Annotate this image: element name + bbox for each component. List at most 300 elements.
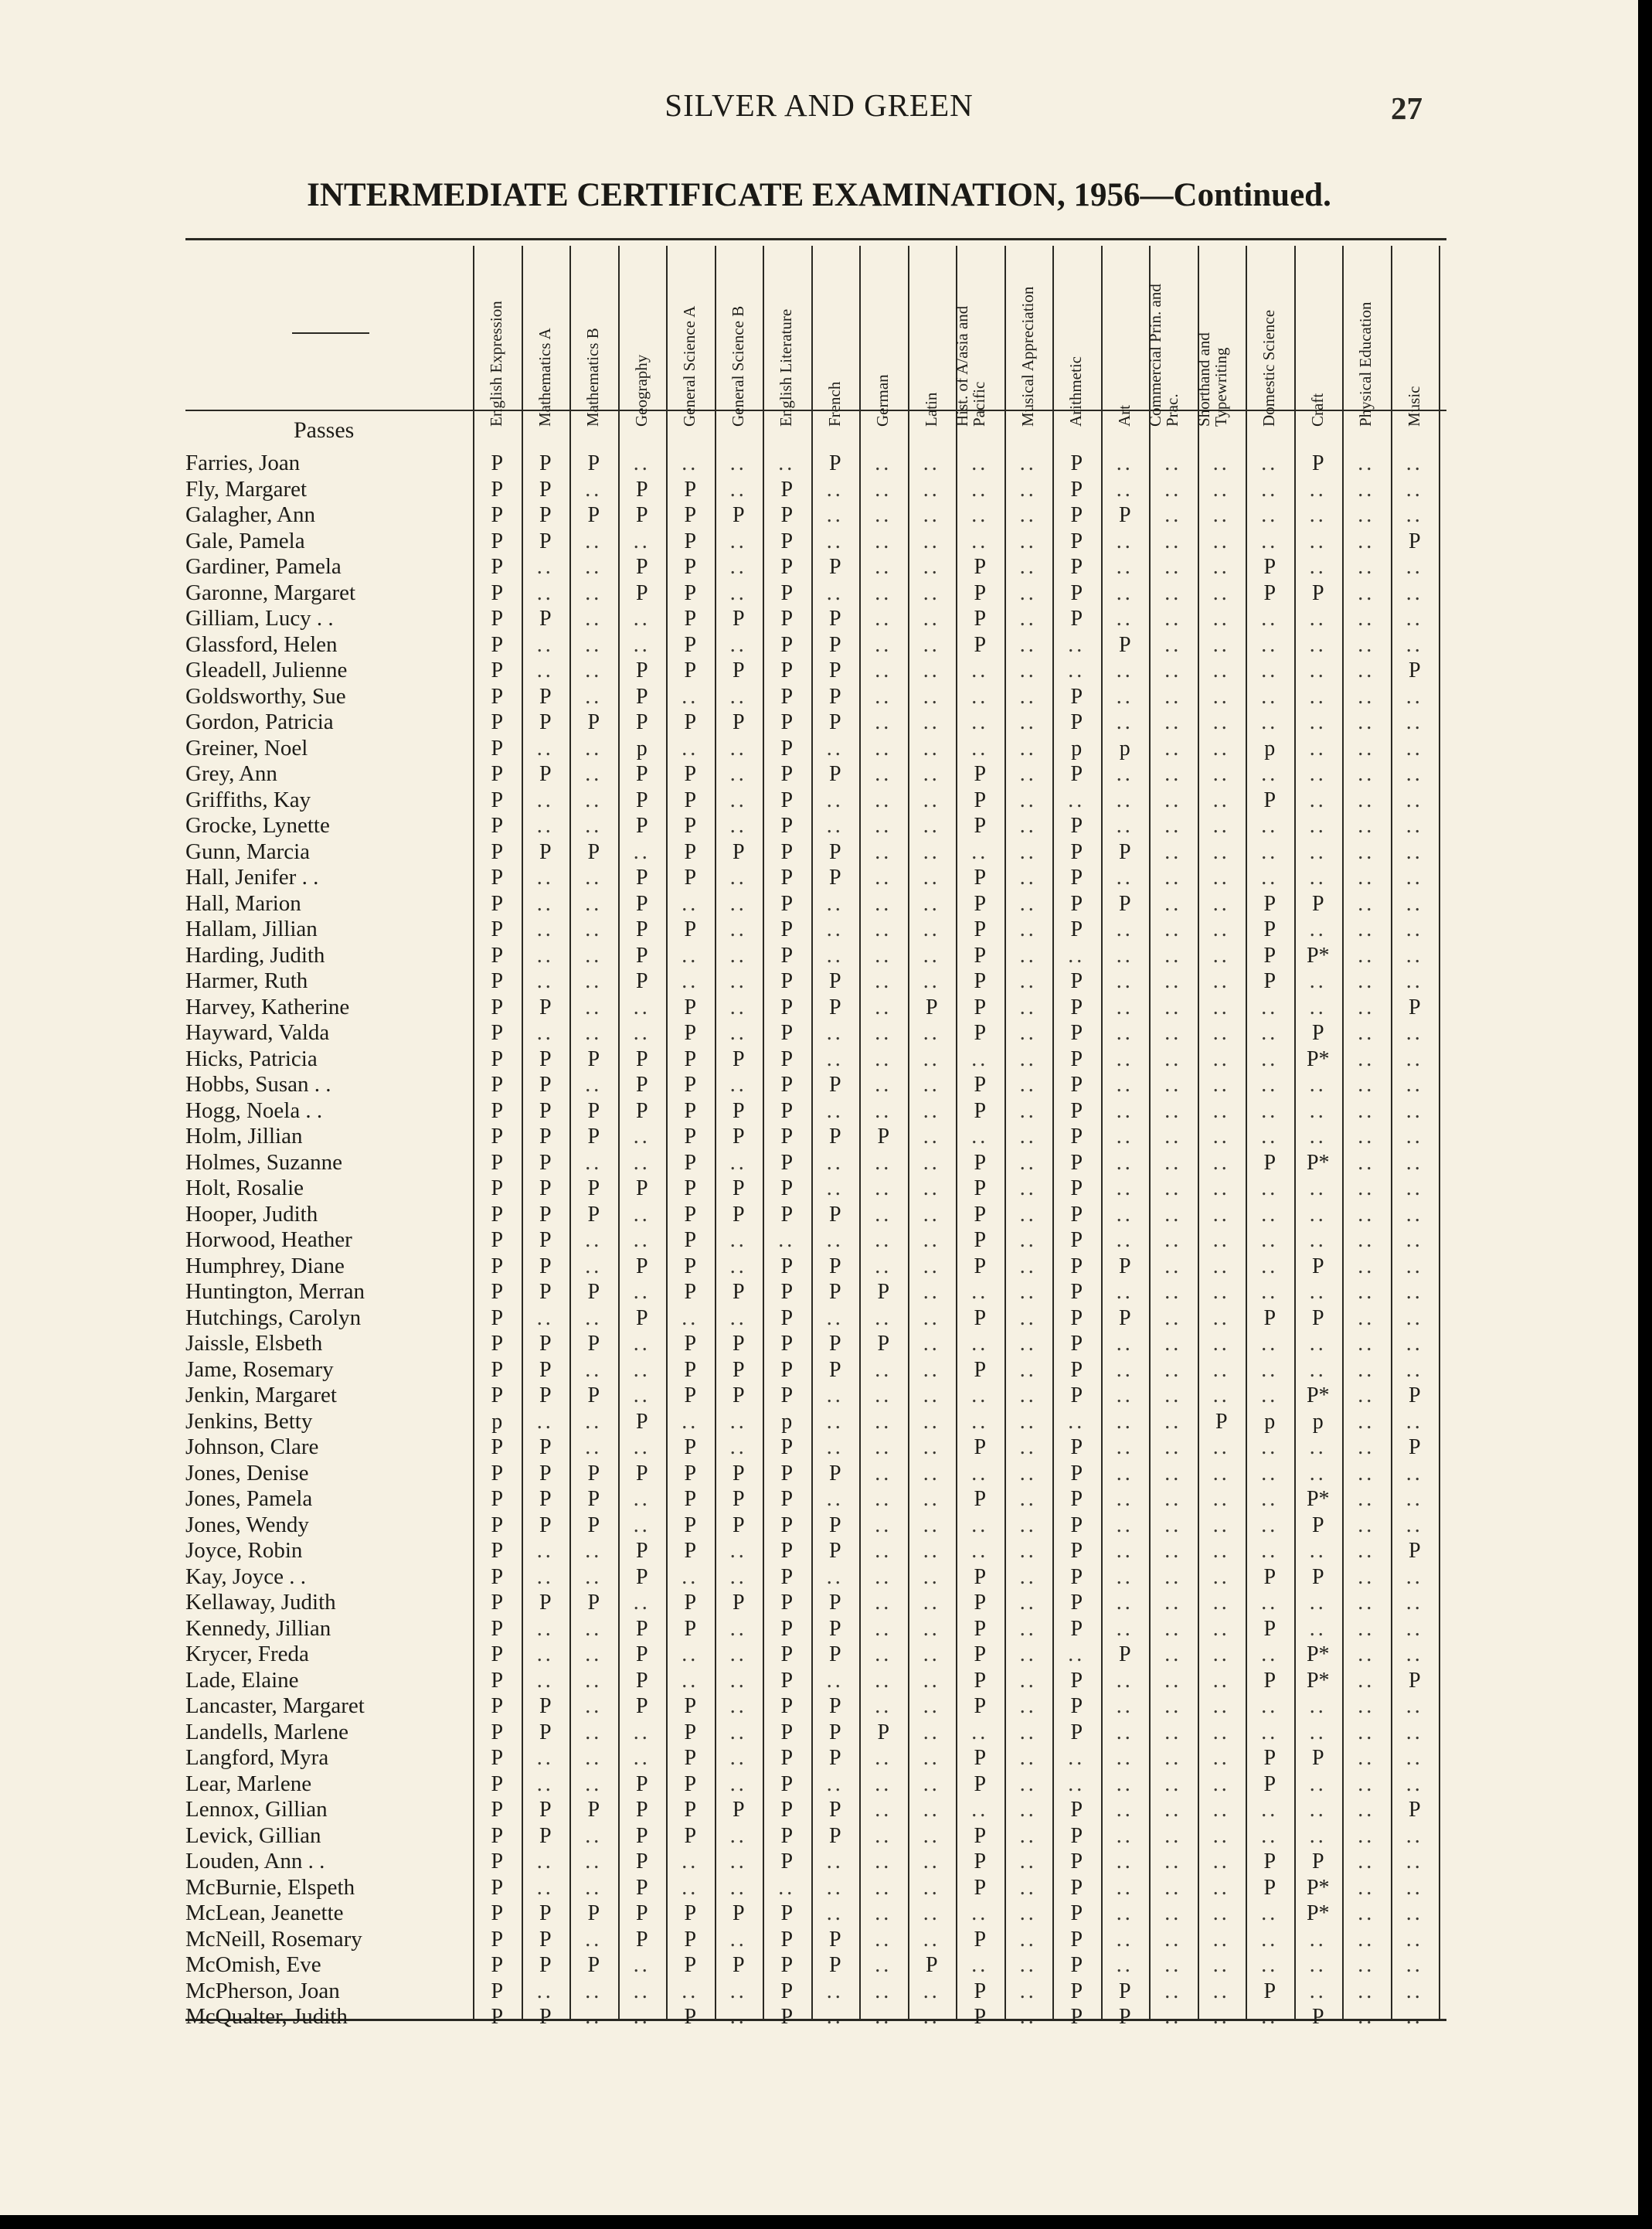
pass-mark: P <box>828 1798 841 1822</box>
pass-mark: P <box>780 710 794 734</box>
no-pass-mark: .. <box>1406 943 1423 968</box>
student-name: Hutchings, Carolyn <box>185 1305 362 1330</box>
no-pass-mark: .. <box>633 1357 651 1382</box>
no-pass-mark: .. <box>1116 1564 1134 1589</box>
no-pass-mark: .. <box>1116 866 1134 890</box>
no-pass-mark: .. <box>1019 995 1037 1019</box>
no-pass-mark: .. <box>1116 1487 1134 1511</box>
pass-mark: P <box>974 1591 987 1615</box>
no-pass-mark: .. <box>536 1746 554 1770</box>
table-row <box>0 1202 1484 1227</box>
pass-mark: P <box>1070 839 1083 864</box>
no-pass-mark: .. <box>729 1694 747 1718</box>
no-pass-mark: .. <box>1358 1875 1375 1900</box>
no-pass-mark: .. <box>1212 736 1230 761</box>
pass-mark: P <box>1311 1021 1324 1045</box>
column-header <box>574 240 615 427</box>
table-row <box>0 891 1484 917</box>
no-pass-mark: .. <box>875 1461 892 1485</box>
student-name: Gunn, Marcia <box>185 839 311 864</box>
no-pass-mark: .. <box>1212 1280 1230 1304</box>
header-dash <box>292 332 369 334</box>
no-pass-mark: .. <box>971 1409 989 1434</box>
no-pass-mark: .. <box>1116 1901 1134 1925</box>
no-pass-mark: .. <box>1309 529 1327 553</box>
no-pass-mark: .. <box>875 736 892 761</box>
pass-mark: P <box>780 1176 794 1200</box>
pass-mark: P <box>684 1487 697 1511</box>
no-pass-mark: .. <box>1406 1616 1423 1641</box>
no-pass-mark: .. <box>826 1487 844 1511</box>
no-pass-mark: .. <box>1116 1798 1134 1822</box>
no-pass-mark: .. <box>1164 1953 1182 1977</box>
no-pass-mark: .. <box>1358 814 1375 838</box>
no-pass-mark: .. <box>1212 1823 1230 1848</box>
no-pass-mark: .. <box>1116 1176 1134 1200</box>
no-pass-mark: .. <box>923 710 940 734</box>
no-pass-mark: .. <box>1406 1461 1423 1485</box>
page-number: 27 <box>1391 90 1423 126</box>
pass-mark: P <box>780 1694 794 1718</box>
pass-mark: P <box>828 1642 841 1666</box>
no-pass-mark: .. <box>1116 1953 1134 1977</box>
no-pass-mark: .. <box>1358 1176 1375 1200</box>
no-pass-mark: .. <box>923 1254 940 1278</box>
pass-mark: P <box>780 529 794 553</box>
no-pass-mark: .. <box>1116 1280 1134 1304</box>
no-pass-mark: .. <box>536 658 554 682</box>
pass-mark: P <box>1311 1305 1324 1330</box>
no-pass-mark: .. <box>1406 1694 1423 1718</box>
no-pass-mark: .. <box>729 1073 747 1097</box>
no-pass-mark: .. <box>1406 1823 1423 1848</box>
no-pass-mark: .. <box>729 1305 747 1330</box>
table-row <box>0 917 1484 942</box>
pass-mark: P <box>684 555 697 579</box>
no-pass-mark: .. <box>923 2005 940 2029</box>
no-pass-mark: .. <box>923 814 940 838</box>
pass-mark: P <box>491 1798 504 1822</box>
no-pass-mark: .. <box>826 1305 844 1330</box>
no-pass-mark: .. <box>1116 580 1134 605</box>
pass-mark: P <box>491 788 504 812</box>
no-pass-mark: .. <box>826 917 844 941</box>
no-pass-mark: .. <box>585 2005 603 2029</box>
no-pass-mark: .. <box>1116 1383 1134 1407</box>
no-pass-mark: .. <box>682 451 699 475</box>
pass-mark: P <box>684 1746 697 1770</box>
no-pass-mark: .. <box>1212 788 1230 812</box>
no-pass-mark: .. <box>1019 1150 1037 1175</box>
pass-mark: P <box>732 1513 745 1537</box>
exam-title: INTERMEDIATE CERTIFICATE EXAMINATION, 1956—Continued. <box>307 177 1331 213</box>
no-pass-mark: .. <box>633 839 651 864</box>
no-pass-mark: .. <box>826 1409 844 1434</box>
no-pass-mark: .. <box>1164 1927 1182 1952</box>
pass-mark: P <box>539 684 552 709</box>
pass-mark: P <box>1070 762 1083 786</box>
pass-mark: P <box>539 1694 552 1718</box>
no-pass-mark: .. <box>1019 1720 1037 1744</box>
pass-mark: P <box>1311 580 1324 605</box>
no-pass-mark: .. <box>729 632 747 657</box>
no-pass-mark: .. <box>585 1850 603 1873</box>
no-pass-mark: .. <box>875 1305 892 1330</box>
no-pass-mark: .. <box>682 1642 699 1666</box>
no-pass-mark: .. <box>875 658 892 682</box>
no-pass-mark: .. <box>1019 1616 1037 1641</box>
no-pass-mark: .. <box>1212 658 1230 682</box>
pass-mark: P <box>974 1823 987 1848</box>
table-row <box>0 1461 1484 1486</box>
pass-mark: P <box>491 1125 504 1149</box>
pass-mark: P <box>635 1823 648 1848</box>
no-pass-mark: .. <box>729 477 747 502</box>
no-pass-mark: .. <box>1309 1357 1327 1382</box>
column-header <box>1057 240 1098 427</box>
no-pass-mark: .. <box>682 969 699 993</box>
no-pass-mark: .. <box>1358 1850 1375 1873</box>
pass-mark: P <box>732 1591 745 1615</box>
pass-mark: P <box>587 1202 600 1227</box>
pass-mark: P <box>828 1254 841 1278</box>
no-pass-mark: .. <box>1212 1332 1230 1356</box>
table-row <box>0 1279 1484 1305</box>
no-pass-mark: .. <box>1358 1461 1375 1485</box>
no-pass-mark: .. <box>875 1901 892 1925</box>
pass-mark: P <box>1070 555 1083 579</box>
no-pass-mark: .. <box>1116 1771 1134 1796</box>
pass-mark: P <box>780 1564 794 1589</box>
table-row <box>0 1538 1484 1564</box>
pass-mark: P <box>1118 839 1131 864</box>
pass-mark: P <box>635 503 648 527</box>
pass-mark: P <box>828 710 841 734</box>
no-pass-mark: .. <box>875 917 892 941</box>
no-pass-mark: .. <box>1019 1435 1037 1459</box>
column-header-label: Shorthand and Typewriting <box>1194 332 1230 427</box>
no-pass-mark: .. <box>1212 891 1230 916</box>
pass-mark: P <box>587 1332 600 1356</box>
pass-mark: P <box>1408 1798 1421 1822</box>
no-pass-mark: .. <box>1019 1564 1037 1589</box>
no-pass-mark: .. <box>1019 1798 1037 1822</box>
student-name: Gale, Pamela <box>185 528 305 553</box>
no-pass-mark: .. <box>826 1150 844 1175</box>
column-header <box>623 240 664 427</box>
pass-mark: P <box>491 580 504 605</box>
pass-mark: P <box>635 1098 648 1123</box>
no-pass-mark: .. <box>923 607 940 631</box>
no-pass-mark: .. <box>1358 891 1375 916</box>
no-pass-mark: .. <box>1358 1125 1375 1149</box>
no-pass-mark: .. <box>1116 1850 1134 1873</box>
student-name: Farries, Joan <box>185 451 301 475</box>
no-pass-mark: .. <box>1212 477 1230 502</box>
no-pass-mark: .. <box>778 1875 796 1900</box>
no-pass-mark: .. <box>536 632 554 657</box>
pass-mark: P <box>491 503 504 527</box>
pass-mark: P <box>587 451 600 475</box>
student-name: Goldsworthy, Sue <box>185 683 346 709</box>
pass-mark: p <box>491 1409 503 1434</box>
pass-mark: P <box>491 1953 504 1977</box>
student-name: Greiner, Noel <box>185 735 308 761</box>
no-pass-mark: .. <box>1164 788 1182 812</box>
pass-mark: P <box>491 1021 504 1045</box>
pass-mark: P <box>635 762 648 786</box>
no-pass-mark: .. <box>1019 1875 1037 1900</box>
no-pass-mark: .. <box>923 1305 940 1330</box>
pass-mark: P <box>587 1953 600 1977</box>
no-pass-mark: .. <box>1358 1901 1375 1925</box>
pass-mark: P <box>587 1280 600 1304</box>
no-pass-mark: .. <box>1406 1850 1423 1873</box>
no-pass-mark: .. <box>536 1668 554 1693</box>
table-row <box>0 1616 1484 1642</box>
no-pass-mark: .. <box>875 969 892 993</box>
no-pass-mark: .. <box>1116 788 1134 812</box>
pass-mark: P <box>1263 917 1276 941</box>
pass-mark: P <box>828 762 841 786</box>
no-pass-mark: .. <box>1261 1953 1279 1977</box>
pass-mark: P <box>1070 1823 1083 1848</box>
no-pass-mark: .. <box>1358 1564 1375 1589</box>
student-name: McQualter, Judith <box>185 2004 348 2029</box>
pass-mark: P <box>974 607 987 631</box>
pass-mark: P <box>539 1798 552 1822</box>
no-pass-mark: .. <box>875 1591 892 1615</box>
pass-mark: P <box>780 1021 794 1045</box>
pass-mark: P <box>974 969 987 993</box>
no-pass-mark: .. <box>1212 866 1230 890</box>
column-header-label: Domestic Science <box>1259 309 1279 427</box>
pass-mark: P <box>1070 1305 1083 1330</box>
student-name: Humphrey, Diane <box>185 1253 345 1278</box>
no-pass-mark: .. <box>826 1668 844 1693</box>
no-pass-mark: .. <box>1358 736 1375 761</box>
pass-mark: P <box>780 943 794 968</box>
no-pass-mark: .. <box>1068 1746 1086 1770</box>
pass-mark: P <box>732 1046 745 1071</box>
pass-mark: P <box>780 580 794 605</box>
no-pass-mark: .. <box>1309 1435 1327 1459</box>
no-pass-mark: .. <box>585 1927 603 1952</box>
pass-mark: P <box>732 658 745 682</box>
pass-mark: P <box>587 1591 600 1615</box>
no-pass-mark: .. <box>1019 1098 1037 1123</box>
no-pass-mark: .. <box>585 1073 603 1097</box>
no-pass-mark: .. <box>1164 1539 1182 1563</box>
no-pass-mark: .. <box>1406 1073 1423 1097</box>
pass-mark: P <box>780 891 794 916</box>
pass-mark: P <box>684 1021 697 1045</box>
pass-mark: P <box>491 477 504 502</box>
no-pass-mark: .. <box>923 1332 940 1356</box>
no-pass-mark: .. <box>585 555 603 579</box>
no-pass-mark: .. <box>729 995 747 1019</box>
no-pass-mark: .. <box>875 1073 892 1097</box>
no-pass-mark: .. <box>1212 1254 1230 1278</box>
pass-mark: P <box>587 1798 600 1822</box>
pass-mark: P <box>1408 529 1421 553</box>
pass-mark: P <box>828 1591 841 1615</box>
pass-mark: P <box>1070 1073 1083 1097</box>
no-pass-mark: .. <box>1164 839 1182 864</box>
no-pass-mark: .. <box>536 814 554 838</box>
no-pass-mark: .. <box>1358 762 1375 786</box>
no-pass-mark: .. <box>875 1927 892 1952</box>
pass-mark: P <box>780 1098 794 1123</box>
no-pass-mark: .. <box>1358 1694 1375 1718</box>
pass-mark: P <box>539 1228 552 1252</box>
pass-mark: P <box>491 555 504 579</box>
no-pass-mark: .. <box>1406 1927 1423 1952</box>
no-pass-mark: .. <box>1116 1668 1134 1693</box>
no-pass-mark: .. <box>1406 684 1423 709</box>
no-pass-mark: .. <box>1358 1021 1375 1045</box>
pass-mark: P <box>780 477 794 502</box>
no-pass-mark: .. <box>682 1875 699 1900</box>
pass-mark: P <box>732 1798 745 1822</box>
student-name: Lear, Marlene <box>185 1771 312 1796</box>
pass-mark: P <box>684 1901 697 1925</box>
pass-mark: P <box>780 1823 794 1848</box>
no-pass-mark: .. <box>1164 1254 1182 1278</box>
no-pass-mark: .. <box>1164 1746 1182 1770</box>
pass-mark: P <box>780 1850 794 1873</box>
table-row <box>0 477 1484 502</box>
no-pass-mark: .. <box>1261 1694 1279 1718</box>
no-pass-mark: .. <box>875 866 892 890</box>
no-pass-mark: .. <box>923 1668 940 1693</box>
no-pass-mark: .. <box>923 1280 940 1304</box>
no-pass-mark: .. <box>1309 658 1327 682</box>
no-pass-mark: .. <box>1358 1720 1375 1744</box>
no-pass-mark: .. <box>585 632 603 657</box>
no-pass-mark: .. <box>1358 1332 1375 1356</box>
pass-mark: P <box>1311 2005 1324 2029</box>
no-pass-mark: .. <box>1358 1487 1375 1511</box>
no-pass-mark: .. <box>536 1850 554 1873</box>
no-pass-mark: .. <box>875 1539 892 1563</box>
pass-mark: P <box>780 2005 794 2029</box>
pass-mark: P <box>828 1513 841 1537</box>
no-pass-mark: .. <box>1261 1176 1279 1200</box>
pass-mark: P <box>491 1642 504 1666</box>
no-pass-mark: .. <box>1261 1901 1279 1925</box>
no-pass-mark: .. <box>1164 503 1182 527</box>
no-pass-mark: .. <box>1212 995 1230 1019</box>
pass-mark: P <box>587 710 600 734</box>
no-pass-mark: .. <box>875 1409 892 1434</box>
pass-mark: P <box>828 1746 841 1770</box>
no-pass-mark: .. <box>1309 1461 1327 1485</box>
no-pass-mark: .. <box>1406 2005 1423 2029</box>
table-row <box>0 1642 1484 1667</box>
pass-mark: P <box>1070 503 1083 527</box>
no-pass-mark: .. <box>1406 1901 1423 1925</box>
pass-mark: P <box>684 1513 697 1537</box>
no-pass-mark: .. <box>1116 1021 1134 1045</box>
pass-mark: P <box>780 814 794 838</box>
no-pass-mark: .. <box>923 1539 940 1563</box>
no-pass-mark: .. <box>1309 1098 1327 1123</box>
no-pass-mark: .. <box>875 1021 892 1045</box>
pass-mark: P <box>635 1254 648 1278</box>
no-pass-mark: .. <box>1116 684 1134 709</box>
student-name: Jones, Pamela <box>185 1486 313 1511</box>
pass-mark: P <box>1070 1021 1083 1045</box>
no-pass-mark: .. <box>1116 1202 1134 1227</box>
no-pass-mark: .. <box>875 1176 892 1200</box>
no-pass-mark: .. <box>1164 607 1182 631</box>
no-pass-mark: .. <box>536 788 554 812</box>
pass-mark: P <box>1070 891 1083 916</box>
no-pass-mark: .. <box>1212 1564 1230 1589</box>
no-pass-mark: .. <box>585 1823 603 1848</box>
no-pass-mark: .. <box>1212 1979 1230 2003</box>
pass-mark: P <box>539 1280 552 1304</box>
no-pass-mark: .. <box>971 684 989 709</box>
pass-mark: P <box>1263 1616 1276 1641</box>
no-pass-mark: .. <box>633 1513 651 1537</box>
table-row <box>0 1176 1484 1201</box>
no-pass-mark: .. <box>1358 710 1375 734</box>
no-pass-mark: .. <box>1019 1771 1037 1796</box>
pass-mark: P <box>974 1073 987 1097</box>
column-header-label: German <box>873 374 892 427</box>
pass-mark: P <box>684 1823 697 1848</box>
pass-mark: P <box>974 814 987 838</box>
student-name: Grocke, Lynette <box>185 813 330 838</box>
pass-mark: P <box>539 1073 552 1097</box>
pass-mark: P <box>1070 1564 1083 1589</box>
pass-mark: P <box>1070 995 1083 1019</box>
no-pass-mark: .. <box>1019 1254 1037 1278</box>
no-pass-mark: .. <box>923 1435 940 1459</box>
pass-mark: p <box>636 736 648 761</box>
no-pass-mark: .. <box>826 1228 844 1252</box>
no-pass-mark: .. <box>1164 1073 1182 1097</box>
pass-mark: P <box>1311 1564 1324 1589</box>
pass-mark: P <box>974 1616 987 1641</box>
pass-mark: P <box>974 1771 987 1796</box>
no-pass-mark: .. <box>585 736 603 761</box>
no-pass-mark: .. <box>1164 1564 1182 1589</box>
no-pass-mark: .. <box>729 969 747 993</box>
no-pass-mark: .. <box>1116 1073 1134 1097</box>
no-pass-mark: .. <box>585 866 603 890</box>
no-pass-mark: .. <box>971 736 989 761</box>
column-header-label: Mathematics A <box>535 328 554 427</box>
column-header-label: Musical Appreciation <box>1018 286 1037 427</box>
pass-mark: P <box>587 1383 600 1407</box>
pass-mark: P <box>1311 451 1324 475</box>
no-pass-mark: .. <box>1116 1409 1134 1434</box>
no-pass-mark: .. <box>1309 1616 1327 1641</box>
pass-mark: P <box>780 684 794 709</box>
pass-mark: P <box>780 1539 794 1563</box>
no-pass-mark: .. <box>729 1771 747 1796</box>
no-pass-mark: .. <box>1406 839 1423 864</box>
no-pass-mark: .. <box>1212 917 1230 941</box>
pass-mark: P <box>539 1383 552 1407</box>
no-pass-mark: .. <box>1358 1357 1375 1382</box>
no-pass-mark: .. <box>826 1979 844 2003</box>
pass-mark: P <box>828 1953 841 1977</box>
pass-mark: P <box>1263 580 1276 605</box>
